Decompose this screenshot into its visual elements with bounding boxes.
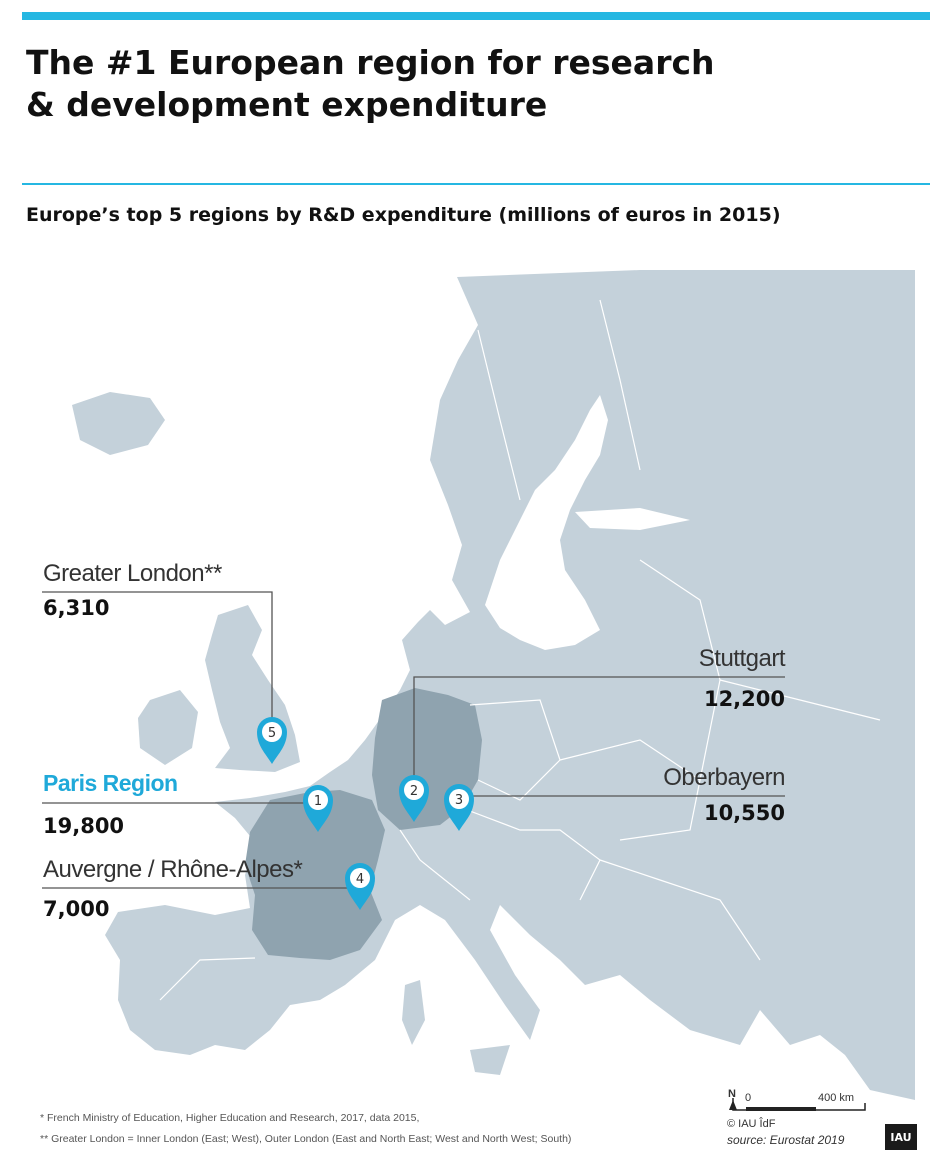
great-britain [205, 605, 300, 772]
sardinia [402, 980, 425, 1045]
footnote-2: ** Greater London = Inner London (East; West), Outer London (East and North East; West and North West; South) [40, 1133, 572, 1145]
iceland [72, 392, 165, 455]
north-sea-gap [300, 600, 402, 705]
label-oberbayern: Oberbayern [663, 764, 785, 791]
marker-2-number: 2 [409, 784, 419, 799]
marker-1-number: 1 [313, 794, 323, 809]
iau-logo: IAU [885, 1124, 917, 1150]
marker-5-number: 5 [267, 726, 277, 741]
label-stuttgart: Stuttgart [698, 645, 785, 672]
label-auvergne-rhone-alpes: Auvergne / Rhône-Alpes* [43, 856, 303, 883]
title-line-2: & development expenditure [26, 85, 548, 124]
north-arrow-icon [729, 1100, 737, 1110]
title-line-1: The #1 European region for research [26, 43, 715, 82]
scale-zero: 0 [745, 1092, 752, 1104]
marker-4-number: 4 [355, 872, 365, 887]
value-paris-region: 19,800 [43, 814, 125, 838]
label-paris-region: Paris Region [43, 770, 178, 796]
source-note: source: Eurostat 2019 [727, 1133, 845, 1147]
value-stuttgart: 12,200 [703, 687, 785, 711]
credit-iau: © IAU ÎdF [727, 1118, 776, 1130]
value-oberbayern: 10,550 [703, 801, 785, 825]
map-subtitle: Europe’s top 5 regions by R&D expenditure (millions of euros in 2015) [26, 204, 781, 226]
value-auvergne-rhone-alpes: 7,000 [43, 897, 110, 921]
marker-3-number: 3 [454, 793, 464, 808]
label-greater-london: Greater London** [43, 560, 222, 587]
sicily [470, 1045, 510, 1075]
scale-distance: 400 km [818, 1092, 855, 1104]
ireland [138, 690, 198, 765]
north-label: N [728, 1088, 736, 1100]
value-greater-london: 6,310 [43, 596, 110, 620]
footnote-1: * French Ministry of Education, Higher Education and Research, 2017, data 2015, [40, 1112, 420, 1124]
